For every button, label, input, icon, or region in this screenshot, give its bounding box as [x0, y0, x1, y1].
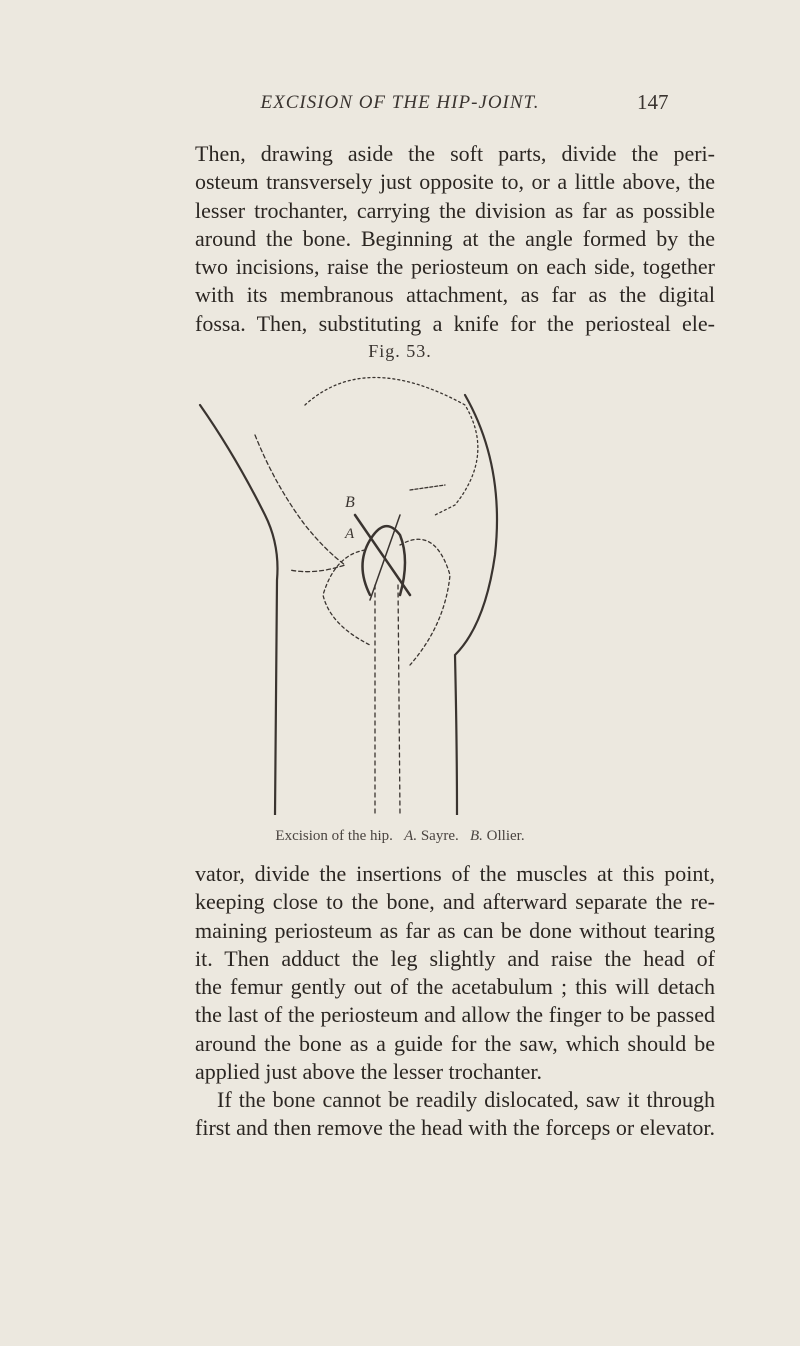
- text-line: the femur gently out of the acetabulum ; this will detach: [195, 974, 715, 1000]
- paragraph-2: [195, 860, 715, 1086]
- thigh-outline-right: [455, 395, 497, 815]
- text-line: keeping close to the bone, and afterward separate the re-: [195, 889, 715, 915]
- figure-letter-a: A: [345, 526, 355, 542]
- figure-label: Fig. 53.: [368, 341, 432, 361]
- trochanter-dashed: [400, 539, 450, 665]
- running-head: EXCISION OF THE HIP-JOINT.: [260, 92, 540, 113]
- small-dashed-b: [410, 485, 445, 490]
- text-line: the last of the periosteum and allow the finger to be passed: [195, 1002, 715, 1028]
- text-line: lesser trochanter, carrying the division as far as possible: [195, 197, 715, 223]
- text-line: osteum transversely just opposite to, or a little above, the: [195, 169, 715, 195]
- text-line: first and then remove the head with the forceps or elevator.: [195, 1115, 715, 1141]
- page-number: 147: [637, 90, 669, 114]
- text-line: around the bone as a guide for the saw, which should be: [195, 1030, 715, 1056]
- text-line: around the bone. Beginning at the angle formed by the: [195, 225, 715, 251]
- figure-caption: [0, 828, 800, 845]
- caption-a-name: Sayre.: [420, 828, 459, 844]
- caption-main: Excision of the hip.: [275, 828, 393, 844]
- text-line: applied just above the lesser trochanter.: [195, 1059, 542, 1085]
- figure-letter-b: B: [345, 494, 355, 511]
- text-line: it. Then adduct the leg slightly and raise the head of: [195, 945, 715, 971]
- incision-dotted-curve: [305, 378, 478, 516]
- caption-a-letter: A.: [404, 828, 418, 844]
- text-line: two incisions, raise the periosteum on each side, together: [195, 254, 715, 280]
- text-line: If the bone cannot be readily dislocated, saw it through: [217, 1087, 715, 1112]
- text-line: with its membranous attachment, as far as the digital: [195, 282, 715, 308]
- text-line: vator, divide the insertions of the muscles at this point,: [195, 861, 715, 886]
- paragraph-1: [195, 140, 715, 338]
- text-line: maining periosteum as far as can be done without tearing: [195, 917, 715, 943]
- thigh-outline-left: [200, 405, 278, 815]
- paragraph-3: [195, 1086, 715, 1143]
- text-line: fossa. Then, substituting a knife for the periosteal ele-: [195, 310, 715, 336]
- femur-line-right: [398, 585, 400, 815]
- hip-excision-figure: [195, 365, 525, 815]
- text-line: Then, drawing aside the soft parts, divide the peri-: [195, 141, 715, 166]
- incision-dashed-left: [255, 435, 345, 572]
- incision-line-a-2: [370, 515, 400, 600]
- caption-b-letter: B.: [469, 828, 483, 844]
- caption-b-name: Ollier.: [486, 828, 525, 844]
